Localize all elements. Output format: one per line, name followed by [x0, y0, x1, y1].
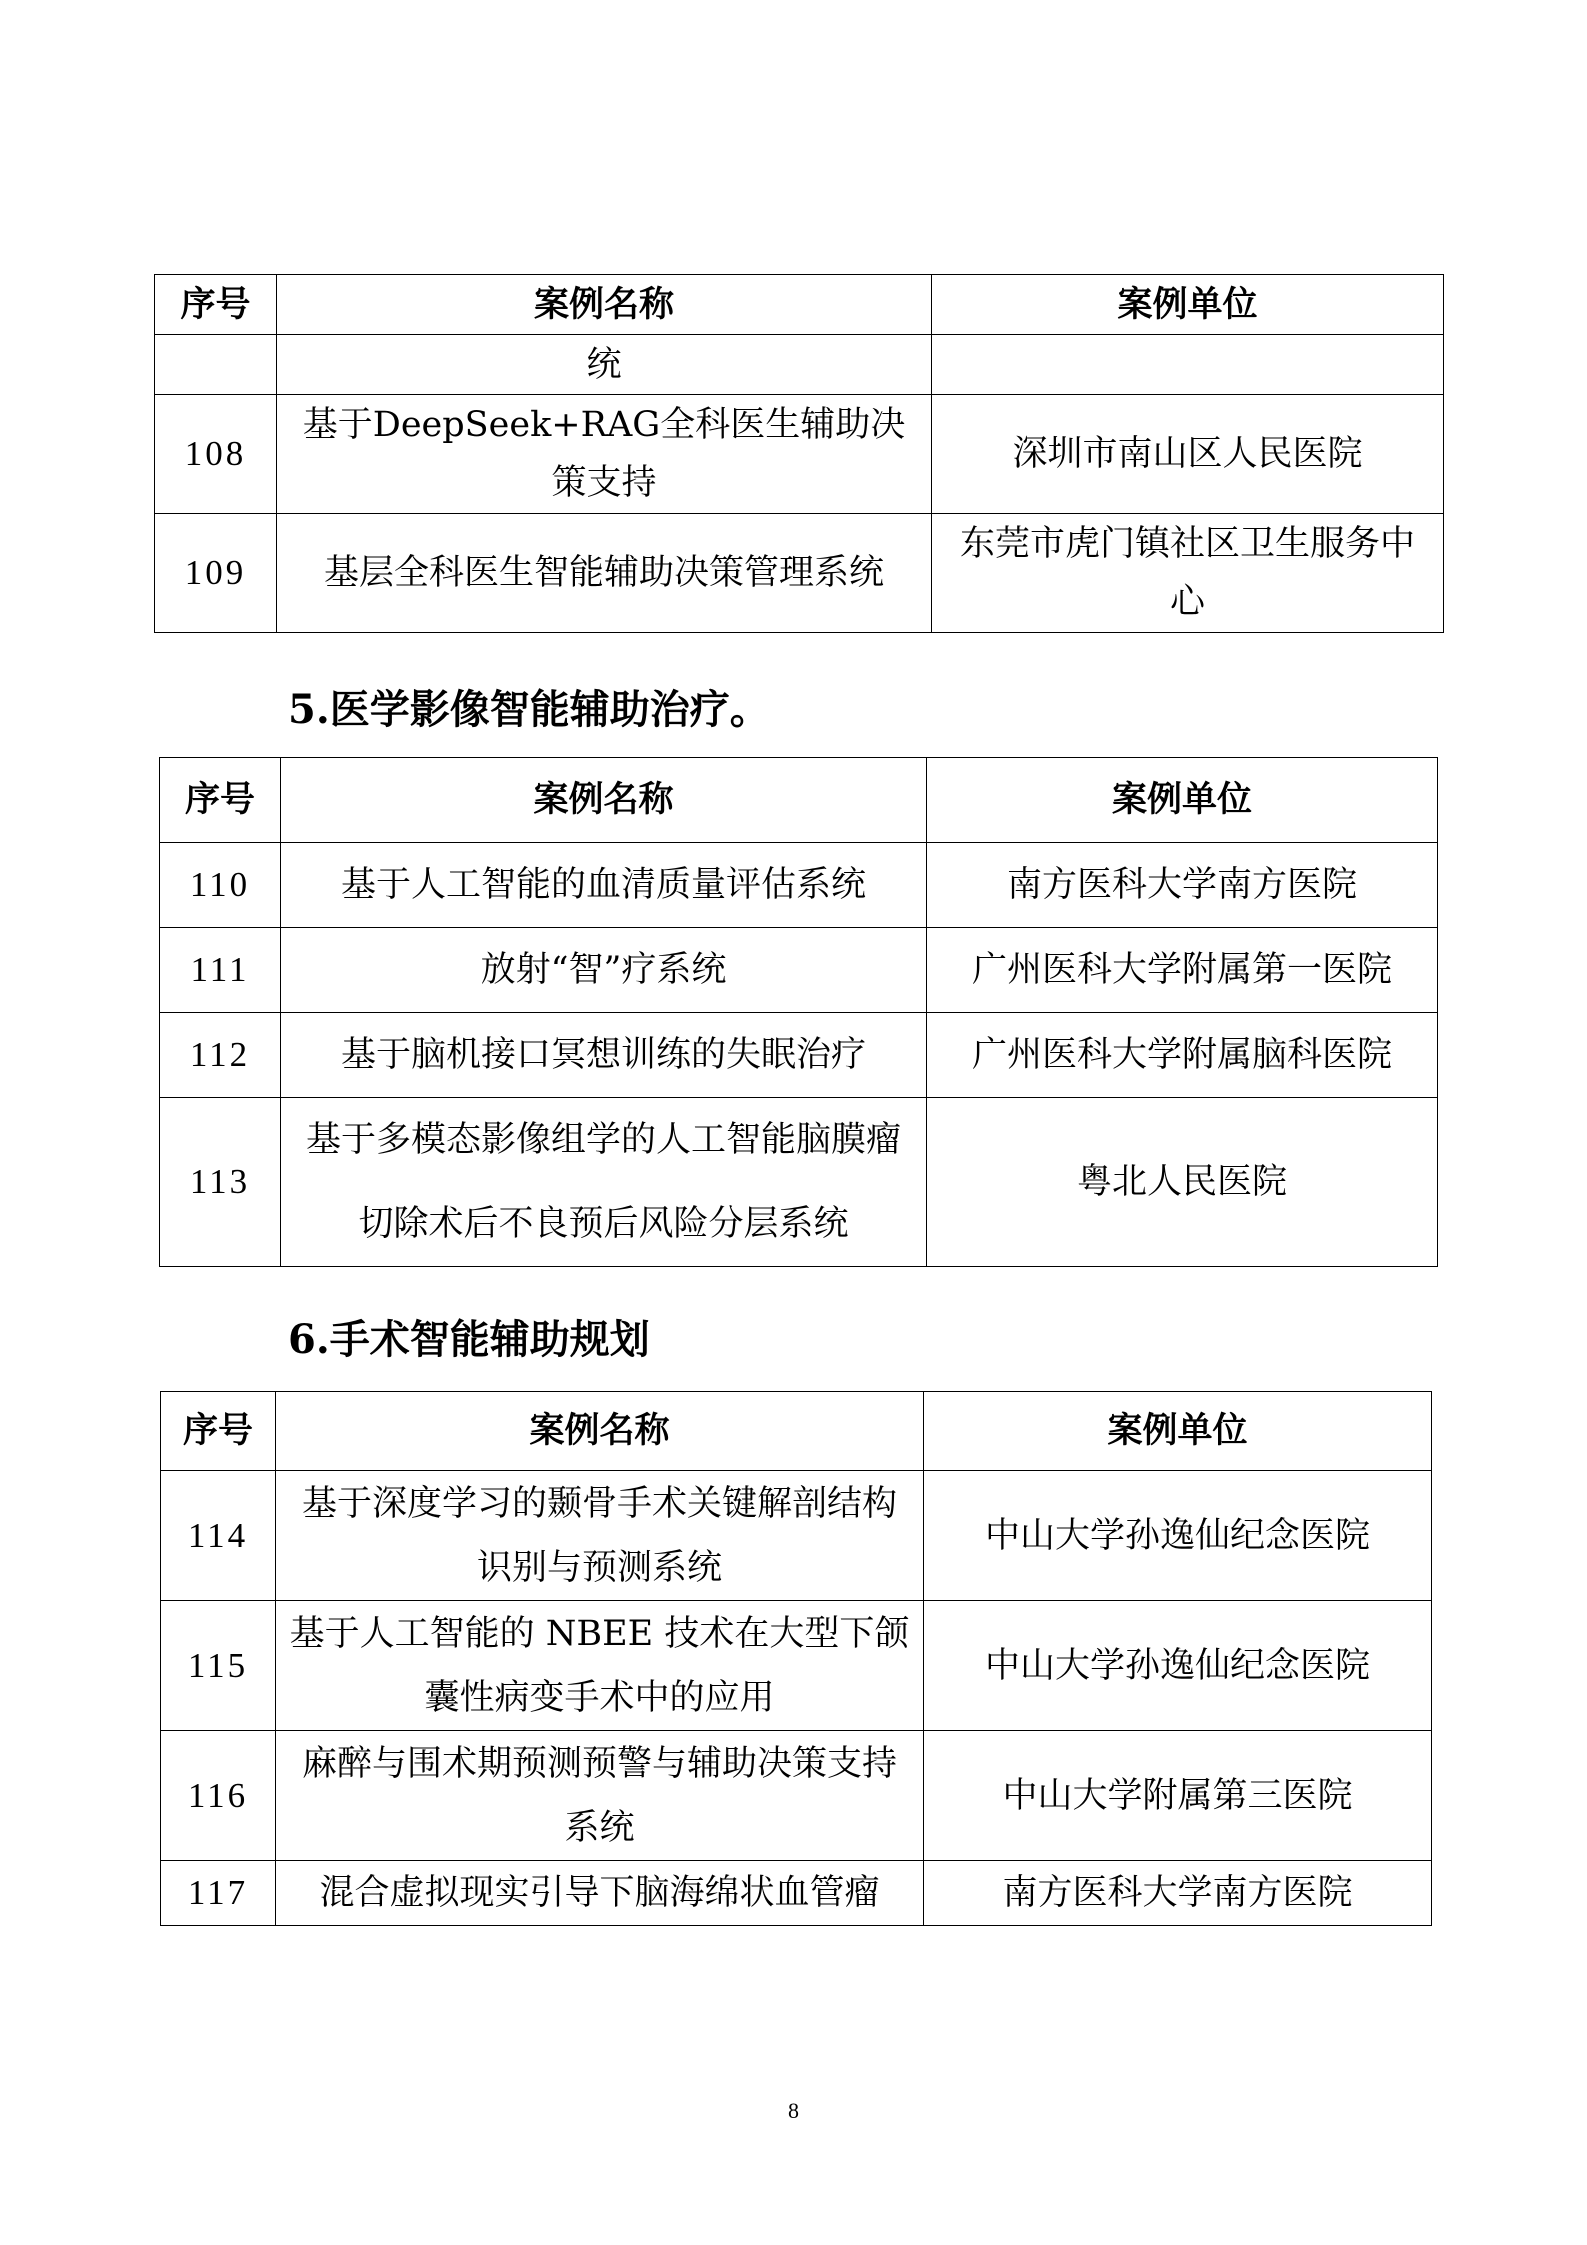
row-name: 统 [277, 335, 932, 395]
table-row [155, 514, 1444, 633]
row-unit: 中山大学孙逸仙纪念医院 [924, 1601, 1432, 1731]
header-seq: 序号 [161, 1392, 276, 1471]
row-name: 混合虚拟现实引导下脑海绵状血管瘤 [276, 1861, 924, 1926]
table-row [161, 1861, 1432, 1926]
row-unit: 粤北人民医院 [927, 1098, 1438, 1267]
table-row [161, 1731, 1432, 1861]
row-name: 基于多模态影像组学的人工智能脑膜瘤切除术后不良预后风险分层系统 [281, 1098, 927, 1267]
row-name: 放射“智”疗系统 [281, 928, 927, 1013]
table-row [161, 1471, 1432, 1601]
row-seq: 117 [161, 1861, 276, 1926]
header-unit: 案例单位 [932, 275, 1444, 335]
section-6-heading: 6.手术智能辅助规划 [288, 1316, 650, 1363]
row-unit: 广州医科大学附属脑科医院 [927, 1013, 1438, 1098]
row-seq: 114 [161, 1471, 276, 1601]
row-seq: 112 [160, 1013, 281, 1098]
row-name: 基于人工智能的血清质量评估系统 [281, 843, 927, 928]
case-table-surgery-planning [160, 1391, 1432, 1926]
row-seq: 113 [160, 1098, 281, 1267]
page-number: 8 [788, 2098, 799, 2123]
row-name: 基于DeepSeek+RAG全科医生辅助决策支持 [277, 395, 932, 514]
table-row [155, 395, 1444, 514]
row-unit: 深圳市南山区人民医院 [932, 395, 1444, 514]
row-unit: 中山大学孙逸仙纪念医院 [924, 1471, 1432, 1601]
header-unit: 案例单位 [924, 1392, 1432, 1471]
row-name: 基于脑机接口冥想训练的失眠治疗 [281, 1013, 927, 1098]
table-row [160, 1013, 1438, 1098]
row-seq: 110 [160, 843, 281, 928]
header-seq: 序号 [155, 275, 277, 335]
table-row [160, 843, 1438, 928]
table-header-row [160, 758, 1438, 843]
table-row [160, 1098, 1438, 1267]
header-seq: 序号 [160, 758, 281, 843]
row-name: 基层全科医生智能辅助决策管理系统 [277, 514, 932, 633]
row-unit: 广州医科大学附属第一医院 [927, 928, 1438, 1013]
header-unit: 案例单位 [927, 758, 1438, 843]
table-row [155, 335, 1444, 395]
row-unit: 中山大学附属第三医院 [924, 1731, 1432, 1861]
header-name: 案例名称 [281, 758, 927, 843]
table-header-row [155, 275, 1444, 335]
row-name: 麻醉与围术期预测预警与辅助决策支持系统 [276, 1731, 924, 1861]
row-seq: 115 [161, 1601, 276, 1731]
row-seq: 111 [160, 928, 281, 1013]
row-unit [932, 335, 1444, 395]
row-name: 基于人工智能的 NBEE 技术在大型下颌囊性病变手术中的应用 [276, 1601, 924, 1731]
row-name: 基于深度学习的颞骨手术关键解剖结构识别与预测系统 [276, 1471, 924, 1601]
section-5-heading: 5.医学影像智能辅助治疗。 [288, 686, 770, 733]
table-row [160, 928, 1438, 1013]
case-table-imaging-therapy [159, 757, 1438, 1267]
row-seq: 116 [161, 1731, 276, 1861]
row-unit: 东莞市虎门镇社区卫生服务中心 [932, 514, 1444, 633]
row-unit: 南方医科大学南方医院 [924, 1861, 1432, 1926]
case-table-general-practice [154, 274, 1444, 633]
table-row [161, 1601, 1432, 1731]
row-seq: 109 [155, 514, 277, 633]
row-seq: 108 [155, 395, 277, 514]
header-name: 案例名称 [277, 275, 932, 335]
row-seq [155, 335, 277, 395]
table-header-row [161, 1392, 1432, 1471]
row-unit: 南方医科大学南方医院 [927, 843, 1438, 928]
header-name: 案例名称 [276, 1392, 924, 1471]
